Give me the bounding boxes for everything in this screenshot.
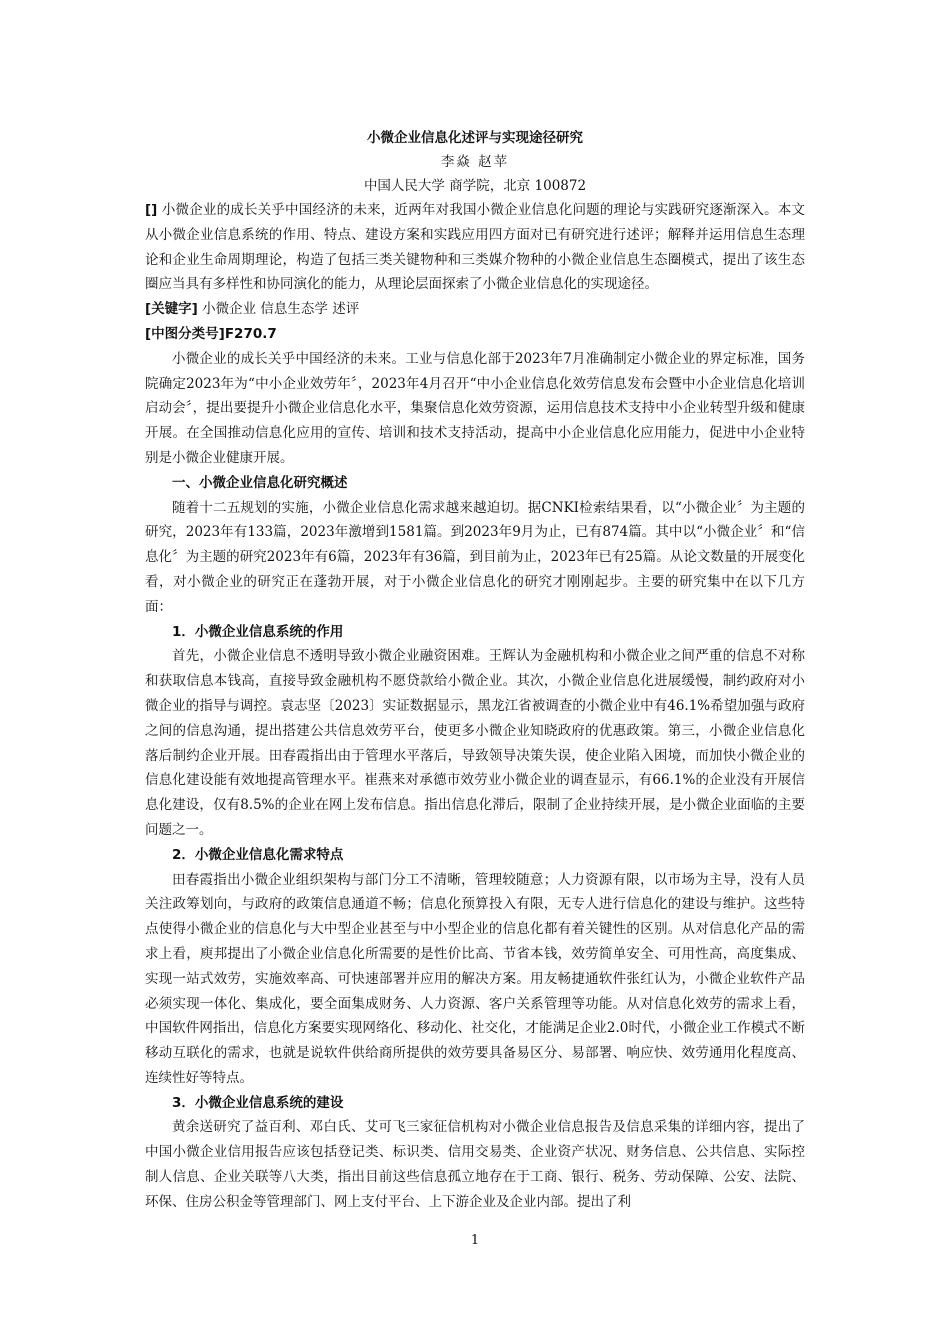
- keywords-label: [关键字]: [145, 301, 198, 318]
- section1-paragraph: 随着十二五规划的实施，小微企业信息化需求越来越迫切。据CNKI检索结果看，以“小微企业〞为主题的研究，2023年有133篇，2023年激增到1581篇。到2023年9月为止，已有874篇。其中以“小微企业〞和“信息化〞为主题的研究2023年有6篇，2023年有36篇，到目前为止，2023年已有25篇。从论文数量的开展变化看，对小微企业的研究正在蓬勃开展，对于小微企业信息化的研究才刚刚起步。主要的研究集中在以下几方面：: [145, 499, 805, 615]
- page-number: 1: [470, 1233, 480, 1248]
- subsection2-paragraph: 田春霞指出小微企业组织架构与部门分工不清晰，管理较随意；人力资源有限，以市场为主导，没有人员关注政筹划向，与政府的政策信息通道不畅；信息化预算投入有限，无专人进行信息化的建设与维护。这些特点使得小微企业的信息化与大中型企业甚至与中小型企业的信息化都有着关键性的区别。从对信息化产品的需求上看，庾邦提出了小微企业信息化所需要的是性价比高、节省本钱，效劳简单安全、可用性高，高度集成、实现一站式效劳，实施效率高、可快速部署并应用的解决方案。用友畅捷通软件张红认为，小微企业软件产品必须实现一体化、集成化，要全面集成财务、人力资源、客户关系管理等功能。从对信息化效劳的需求上看，中国软件网指出，信息化方案要实现网络化、移动化、社交化，才能满足企业2.0时代，小微企业工作模式不断移动互联化的需求，也就是说软件供给商所提供的效劳要具备易区分、易部署、响应快、效劳通用化程度高、连续性好等特点。: [145, 871, 805, 1086]
- classification: [145, 322, 805, 347]
- subsection1-paragraph: 首先，小微企业信息不透明导致小微企业融资困难。王辉认为金融机构和小微企业之间严重的信息不对称和获取信息本钱高，直接导致金融机构不愿贷款给小微企业。其次，小微企业信息化进展缓慢，制约政府对小微企业的指导与调控。袁志坚〔2023〕实证数据显示，黑龙江省被调查的小微企业中有46.1%希望加强与政府之间的信息沟通，提出搭建公共信息效劳平台，使更多小微企业知晓政府的优惠政策。第三，小微企业信息化落后制约企业开展。田春霞指出由于管理水平落后，导致领导决策失误，使企业陷入困境，而加快小微企业的信息化建设能有效地提高管理水平。崔燕来对承德市效劳业小微企业的调查显示，有66.1%的企业没有开展信息化建设，仅有8.5%的企业在网上发布信息。指出信息化滞后，限制了企业持续开展，是小微企业面临的主要问题之一。: [145, 648, 805, 838]
- paper-title: 小微企业信息化述评与实现途径研究: [367, 130, 583, 146]
- classification-label: [中图分类号]F270.7: [145, 325, 277, 342]
- intro-paragraph: 小微企业的成长关乎中国经济的未来。工业与信息化部于2023年7月准确制定小微企业的界定标准，国务院确定2023年为“中小企业效劳年〞，2023年4月召开“中小企业信息化效劳信息发布会暨中小企业信息化培训启动会〞，提出要提升小微企业信息化水平，集聚信息化效劳资源，运用信息技术支持中小企业转型升级和健康开展。在全国推动信息化应用的宣传、培训和技术支持活动，提高中小企业信息化应用能力，促进中小企业特别是小微企业健康开展。: [145, 350, 805, 466]
- subsection3-paragraph: 黄余送研究了益百利、邓白氏、艾可飞三家征信机构对小微企业信息报告及信息采集的详细内容，提出了中国小微企业信用报告应该包括登记类、标识类、信用交易类、企业资产状况、财务信息、公共信息、实际控制人信息、企业关联等八大类，指出目前这些信息孤立地存在于工商、银行、税务、劳动保障、公安、法院、环保、住房公积金等管理部门、网上支付平台、上下游企业及企业内部。提出了利: [145, 1119, 805, 1210]
- keywords: [145, 297, 805, 322]
- subsection-heading-1: 1．小微企业信息系统的作用: [172, 623, 344, 640]
- subsection-heading-2: 2．小微企业信息化需求特点: [172, 846, 344, 863]
- paper-authors: 李焱 赵苹: [440, 154, 510, 170]
- subsection-heading-3: 3．小微企业信息系统的建设: [172, 1094, 344, 1111]
- paper-body: [145, 126, 805, 1215]
- paper-affiliation: 中国人民大学 商学院，北京 100872: [363, 178, 587, 194]
- keywords-text: 小微企业 信息生态学 述评: [197, 301, 360, 318]
- abstract-text: 小微企业的成长关乎中国经济的未来，近两年对我国小微企业信息化问题的理论与实践研究逐渐深入。本文从小微企业信息系统的作用、特点、建设方案和实践应用四方面对已有研究进行述评；解释并运用信息生态理论和企业生命周期理论，构造了包括三类关键物种和三类媒介物种的小微企业信息生态圈模式，提出了该生态圈应当具有多样性和协同演化的能力，从理论层面探索了小微企业信息化的实现途径。: [145, 202, 805, 293]
- abstract-label: []: [145, 202, 158, 218]
- abstract: [145, 198, 805, 297]
- section-heading-1: 一、小微企业信息化研究概述: [172, 474, 348, 491]
